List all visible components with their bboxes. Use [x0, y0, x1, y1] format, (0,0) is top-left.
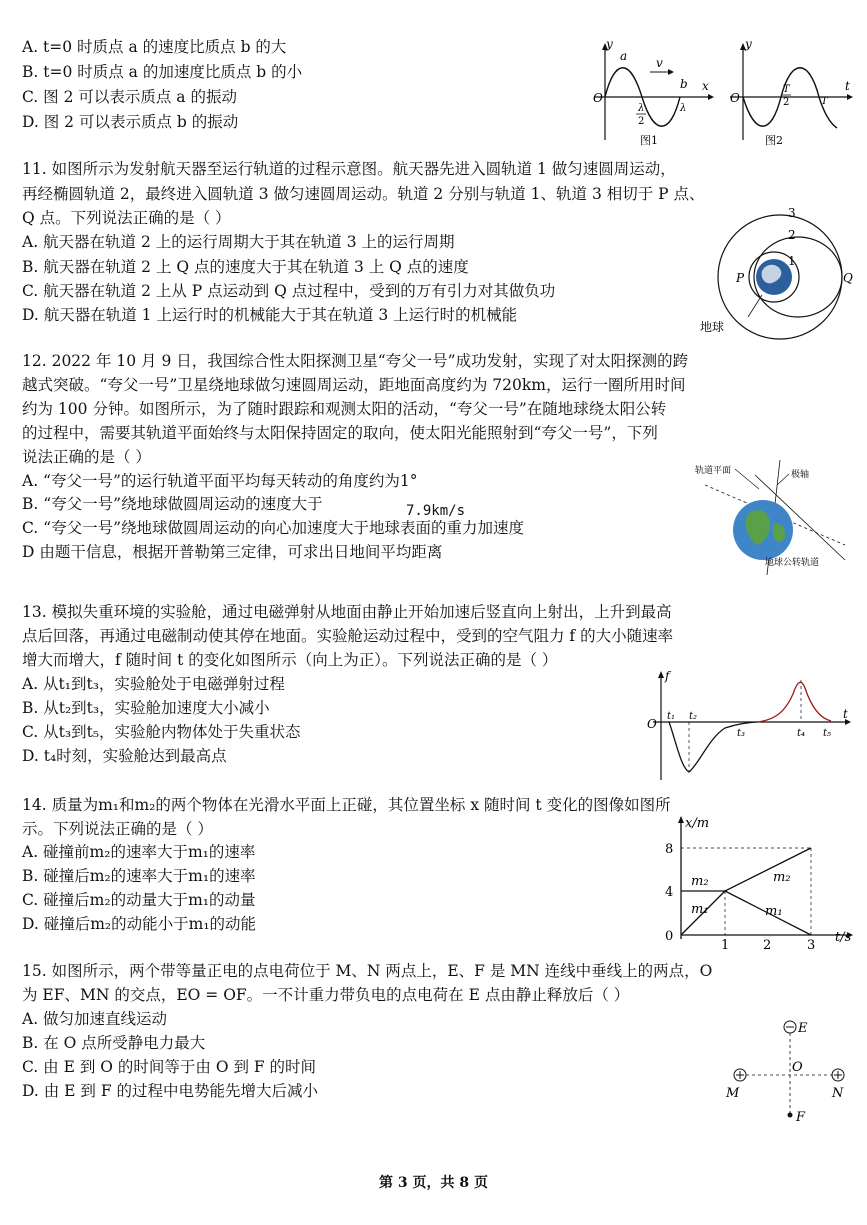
- q15-option-c: C. 由 E 到 O 的时间等于由 O 到 F 的时间: [22, 1058, 317, 1076]
- q15-stem-line-2: 为 EF、MN 的交点，EO = OF。一不计重力带负电的点电荷在 E 点由静止释放后（ ）: [22, 986, 630, 1004]
- q11-stem-line-2: 再经椭圆轨道 2，最终进入圆轨道 3 做匀速圆周运动。轨道 2 分别与轨道 1、轨道 3 相切于 P 点、: [22, 185, 705, 203]
- q14-option-b: B. 碰撞后m₂的速率大于m₁的速率: [22, 867, 256, 885]
- q15-option-b: B. 在 O 点所受静电力最大: [22, 1034, 206, 1052]
- q15-option-d: D. 由 E 到 F 的过程中电势能先增大后减小: [22, 1082, 319, 1100]
- graph-origin: O: [647, 717, 657, 731]
- q13-option-b: B. 从t₂到t₃，实验舱加速度大小减小: [22, 699, 270, 717]
- fig2-t-label: t: [845, 79, 850, 93]
- fig1-caption: 图1: [640, 134, 658, 147]
- tick-t2: t₂: [689, 711, 698, 722]
- fig2-period: T: [821, 96, 828, 107]
- q14-option-d: D. 碰撞后m₂的动能小于m₁的动能: [22, 915, 257, 933]
- revolution-orbit-label: 地球公转轨道: [765, 558, 820, 568]
- fig2-caption: 图2: [765, 134, 783, 147]
- x-tick-1: 1: [721, 938, 730, 953]
- q14-stem-line-2: 示。下列说法正确的是（ ）: [22, 820, 213, 838]
- q12-option-b: B. “夸父一号”绕地球做圆周运动的速度大于: [22, 495, 323, 513]
- q12-option-a: A. “夸父一号”的运行轨道平面平均每天转动的角度约为1°: [22, 472, 418, 490]
- tick-t1: t₁: [667, 711, 676, 722]
- q11-option-b: B. 航天器在轨道 2 上 Q 点的速度大于其在轨道 3 上 Q 点的速度: [22, 258, 469, 276]
- q10-option-b: B. t=0 时质点 a 的加速度比质点 b 的小: [22, 63, 303, 81]
- tick-t5: t₅: [823, 728, 832, 739]
- q11-orbit-figure: [700, 205, 860, 340]
- q12-stem-line-5: 说法正确的是（ ）: [22, 448, 151, 466]
- q11-option-d: D. 航天器在轨道 1 上运行时的机械能大于其在轨道 3 上运行时的机械能: [22, 306, 518, 324]
- point-p-label: P: [736, 271, 745, 285]
- q12-stem-line-3: 约为 100 分钟。如图所示，为了随时跟踪和观测太阳的活动，“夸父一号”在随地球绕太阳公转: [22, 400, 667, 418]
- fig1-point-b: b: [680, 77, 688, 91]
- q11-option-a: A. 航天器在轨道 2 上的运行周期大于其在轨道 3 上的运行周期: [22, 233, 455, 251]
- q12-earth-figure: [695, 455, 855, 580]
- q12-stem-line-1: 12. 2022 年 10 月 9 日，我国综合性太阳探测卫星“夸父一号”成功发射，实现了对太阳探测的跨: [22, 352, 689, 370]
- q10-option-c: C. 图 2 可以表示质点 a 的振动: [22, 88, 237, 106]
- label-m2-after: m₂: [773, 870, 791, 885]
- fig1-point-a: a: [620, 49, 628, 63]
- point-n-label: N: [832, 1086, 844, 1101]
- q13-option-d: D. t₄时刻，实验舱达到最高点: [22, 747, 227, 765]
- point-q-label: Q: [843, 271, 853, 285]
- label-m2-before: m₂: [691, 874, 709, 889]
- q14-stem-line-1: 14. 质量为m₁和m₂的两个物体在光滑水平面上正碰，其位置坐标 x 随时间 t 变化的图像如图所: [22, 796, 671, 814]
- q10-figure-2: [725, 37, 855, 150]
- fig2-half-t-den: 2: [783, 97, 790, 108]
- fig2-half-t-num: T: [783, 84, 790, 95]
- q11-stem-line-1: 11. 如图所示为发射航天器至运行轨道的过程示意图。航天器先进入圆轨道 1 做匀速圆周运动，: [22, 160, 676, 178]
- polar-axis-label: 极轴: [791, 470, 810, 480]
- graph-t-label: t: [843, 707, 848, 721]
- q14-position-graph: [655, 815, 860, 953]
- q13-option-a: A. 从t₁到t₃，实验舱处于电磁弹射过程: [22, 675, 285, 693]
- q11-option-c: C. 航天器在轨道 2 上从 P 点运动到 Q 点过程中，受到的万有引力对其做负功: [22, 282, 556, 300]
- orbit-2-label: 2: [788, 228, 796, 242]
- x-tick-0: 0: [665, 929, 674, 944]
- q10-option-d: D. 图 2 可以表示质点 b 的振动: [22, 113, 239, 131]
- q12-option-d: D 由题干信息，根据开普勒第三定律，可求出日地间平均距离: [22, 543, 443, 561]
- orbit-plane-label: 轨道平面: [695, 466, 732, 476]
- orbit-1-label: 1: [788, 254, 796, 268]
- q13-stem-line-2: 点后回落，再通过电磁制动使其停在地面。实验舱运动过程中，受到的空气阻力 f 的大小随速率: [22, 627, 674, 645]
- fig1-lambda: λ: [680, 103, 687, 114]
- graph-x-axis-label: x/m: [685, 816, 710, 831]
- q13-stem-line-1: 13. 模拟失重环境的实验舱，通过电磁弹射从地面由静止开始加速后竖直向上射出，上升到最高: [22, 603, 672, 621]
- point-o-label: O: [792, 1060, 803, 1075]
- y-tick-4: 4: [665, 885, 674, 900]
- q13-force-graph: [645, 668, 855, 783]
- point-e-label: E: [798, 1021, 808, 1036]
- fig1-half-lambda-num: λ: [638, 103, 645, 114]
- point-f-label: F: [796, 1110, 806, 1125]
- q12-option-c: C. “夸父一号”绕地球做圆周运动的向心加速度大于地球表面的重力加速度: [22, 519, 525, 537]
- q15-stem-line-1: 15. 如图所示，两个带等量正电的点电荷位于 M、N 两点上，E、F 是 MN 连线中垂线上的两点，O: [22, 962, 713, 980]
- tick-t3: t₃: [737, 728, 746, 739]
- q13-option-c: C. 从t₃到t₅，实验舱内物体处于失重状态: [22, 723, 301, 741]
- y-tick-8: 8: [665, 842, 674, 857]
- q12-stem-line-4: 的过程中，需要其轨道平面始终与太阳保持固定的取向，使太阳光能照射到“夸父一号”，下列: [22, 424, 658, 442]
- fig2-y-label: y: [745, 37, 752, 51]
- fig2-origin: O: [730, 91, 740, 105]
- q11-stem-line-3: Q 点。下列说法正确的是（ ）: [22, 209, 231, 227]
- graph-f-label: f: [665, 669, 670, 683]
- fig1-x-label: x: [702, 79, 709, 93]
- fig1-y-label: y: [606, 37, 613, 51]
- q15-option-a: A. 做匀加速直线运动: [22, 1010, 168, 1028]
- q13-stem-line-3: 增大而增大，f 随时间 t 的变化如图所示（向上为正）。下列说法正确的是（ ）: [22, 651, 558, 669]
- q14-option-c: C. 碰撞后m₂的动量大于m₁的动量: [22, 891, 256, 909]
- q14-option-a: A. 碰撞前m₂的速率大于m₁的速率: [22, 843, 256, 861]
- point-m-label: M: [726, 1086, 740, 1101]
- q10-figure-1: [590, 37, 715, 150]
- fig1-origin: O: [593, 91, 603, 105]
- orbit-3-label: 3: [788, 206, 796, 220]
- tick-t4: t₄: [797, 728, 806, 739]
- label-m1-before: m₁: [691, 902, 709, 917]
- label-m1-after: m₁: [765, 904, 783, 919]
- q15-charge-figure: [720, 1015, 860, 1130]
- q12-speed-value: 7.9km/s: [406, 503, 466, 519]
- x-tick-2: 2: [763, 938, 772, 953]
- q12-stem-line-2: 越式突破。“夸父一号”卫星绕地球做匀速圆周运动，距地面高度约为 720km，运行一圈所用时间: [22, 376, 686, 394]
- graph-t-axis-label: t/s: [835, 930, 852, 945]
- fig1-v-label: v: [656, 56, 663, 70]
- x-tick-3: 3: [807, 938, 816, 953]
- q10-option-a: A. t=0 时质点 a 的速度比质点 b 的大: [22, 38, 287, 56]
- earth-label: 地球: [700, 320, 725, 334]
- page-footer: 第 3 页，共 8 页: [379, 1175, 488, 1191]
- fig1-half-lambda-den: 2: [638, 116, 645, 127]
